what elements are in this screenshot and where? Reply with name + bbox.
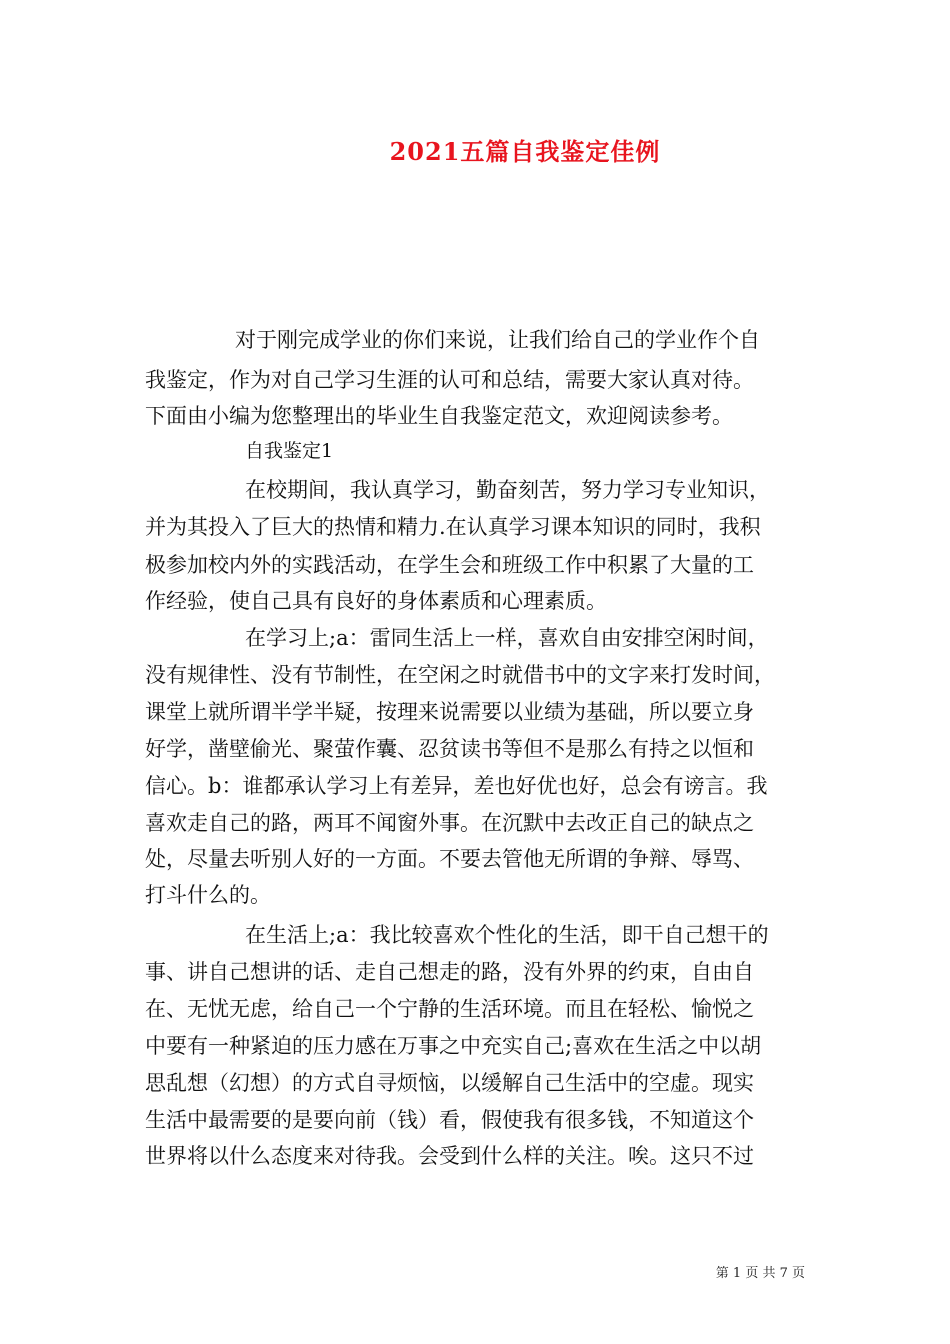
paragraph-line: 极参加校内外的实践活动，在学生会和班级工作中积累了大量的工	[145, 553, 754, 577]
paragraph-line: 没有规律性、没有节制性，在空闲之时就借书中的文字来打发时间，	[145, 663, 775, 687]
paragraph-line: 打斗什么的。	[145, 883, 271, 907]
paragraph-line: 世界将以什么态度来对待我。会受到什么样的关注。唉。这只不过	[145, 1144, 754, 1168]
paragraph-line: 在校期间，我认真学习，勤奋刻苦，努力学习专业知识，	[245, 478, 770, 502]
paragraph-line: 事、讲自己想讲的话、走自己想走的路，没有外界的约束，自由自	[145, 960, 754, 984]
paragraph-line: 处，尽量去听别人好的一方面。不要去管他无所谓的争辩、辱骂、	[145, 847, 754, 871]
paragraph-line: 信心。b：谁都承认学习上有差异，差也好优也好，总会有谤言。我	[145, 774, 768, 798]
paragraph-line: 对于刚完成学业的你们来说，让我们给自己的学业作个自	[235, 328, 760, 352]
paragraph-line: 思乱想（幻想）的方式自寻烦恼，以缓解自己生活中的空虚。现实	[145, 1071, 754, 1095]
page-footer: 第 1 页 共 7 页	[715, 1266, 805, 1281]
paragraph-line: 在学习上;a：雷同生活上一样，喜欢自由安排空闲时间，	[245, 626, 769, 650]
paragraph-line: 在生活上;a：我比较喜欢个性化的生活，即干自己想干的	[245, 923, 769, 947]
document-title: 2021五篇自我鉴定佳例	[389, 137, 661, 166]
paragraph-line: 我鉴定，作为对自己学习生涯的认可和总结，需要大家认真对待。	[145, 368, 754, 392]
paragraph-line: 作经验，使自己具有良好的身体素质和心理素质。	[145, 589, 607, 613]
paragraph-line: 在、无忧无虑，给自己一个宁静的生活环境。而且在轻松、愉悦之	[145, 997, 754, 1021]
paragraph-line: 并为其投入了巨大的热情和精力.在认真学习课本知识的同时，我积	[145, 515, 761, 539]
paragraph-line: 生活中最需要的是要向前（钱）看，假使我有很多钱，不知道这个	[145, 1108, 754, 1132]
section-heading: 自我鉴定1	[245, 440, 334, 462]
paragraph-line: 喜欢走自己的路，两耳不闻窗外事。在沉默中去改正自己的缺点之	[145, 811, 754, 835]
paragraph-line: 好学，凿壁偷光、聚萤作囊、忍贫读书等但不是那么有持之以恒和	[145, 737, 754, 761]
paragraph-line: 中要有一种紧迫的压力感在万事之中充实自己;喜欢在生活之中以胡	[145, 1034, 762, 1058]
paragraph-line: 课堂上就所谓半学半疑，按理来说需要以业绩为基础，所以要立身	[145, 700, 754, 724]
paragraph-line: 下面由小编为您整理出的毕业生自我鉴定范文，欢迎阅读参考。	[145, 404, 733, 428]
